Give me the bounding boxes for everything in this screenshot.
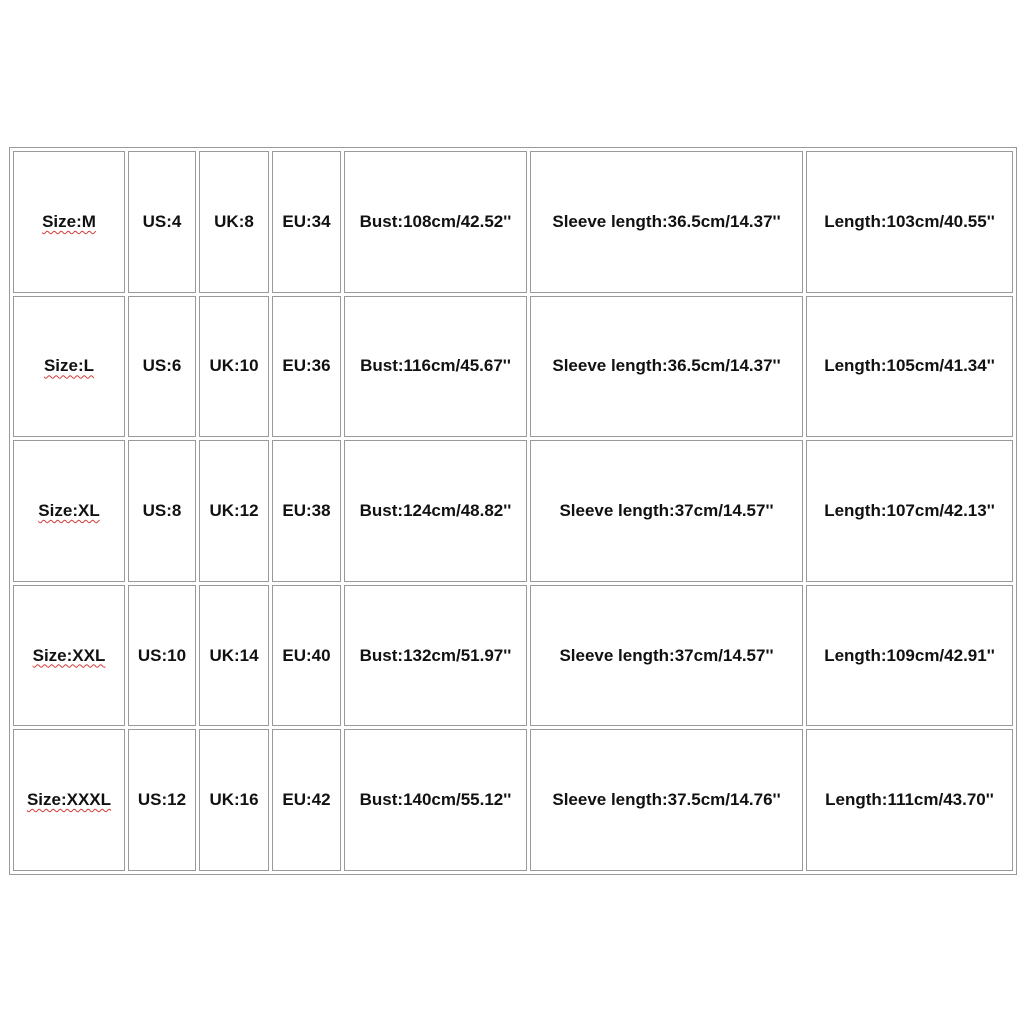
- size-label: Size:XXXL: [26, 790, 112, 810]
- bust-cell: Bust:108cm/42.52'': [344, 151, 527, 293]
- size-label: Size:M: [42, 211, 96, 231]
- sleeve-length-cell: Sleeve length:37cm/14.57'': [530, 440, 803, 582]
- size-cell: [13, 296, 125, 438]
- us-size-cell: US:6: [128, 296, 196, 438]
- size-cell: [13, 440, 125, 582]
- size-label: Size:XXL: [32, 645, 106, 665]
- us-size-cell: US:8: [128, 440, 196, 582]
- eu-size-cell: EU:38: [272, 440, 341, 582]
- size-row-xxxl: [13, 729, 1013, 871]
- bust-cell: Bust:116cm/45.67'': [344, 296, 527, 438]
- length-cell: Length:111cm/43.70'': [806, 729, 1013, 871]
- size-chart-table: [9, 147, 1017, 875]
- sleeve-length-cell: Sleeve length:36.5cm/14.37'': [530, 296, 803, 438]
- eu-size-cell: EU:40: [272, 585, 341, 727]
- size-label: Size:L: [43, 356, 95, 376]
- length-cell: Length:105cm/41.34'': [806, 296, 1013, 438]
- size-row-xl: [13, 440, 1013, 582]
- bust-cell: Bust:132cm/51.97'': [344, 585, 527, 727]
- sleeve-length-cell: Sleeve length:36.5cm/14.37'': [530, 151, 803, 293]
- uk-size-cell: UK:10: [199, 296, 269, 438]
- us-size-cell: US:4: [128, 151, 196, 293]
- size-cell: [13, 151, 125, 293]
- size-cell: [13, 729, 125, 871]
- eu-size-cell: EU:36: [272, 296, 341, 438]
- uk-size-cell: UK:16: [199, 729, 269, 871]
- size-row-xxl: [13, 585, 1013, 727]
- size-row-m: [13, 151, 1013, 293]
- uk-size-cell: UK:8: [199, 151, 269, 293]
- length-cell: Length:107cm/42.13'': [806, 440, 1013, 582]
- sleeve-length-cell: Sleeve length:37.5cm/14.76'': [530, 729, 803, 871]
- uk-size-cell: UK:12: [199, 440, 269, 582]
- us-size-cell: US:10: [128, 585, 196, 727]
- bust-cell: Bust:140cm/55.12'': [344, 729, 527, 871]
- eu-size-cell: EU:42: [272, 729, 341, 871]
- size-cell: [13, 585, 125, 727]
- length-cell: Length:103cm/40.55'': [806, 151, 1013, 293]
- length-cell: Length:109cm/42.91'': [806, 585, 1013, 727]
- bust-cell: Bust:124cm/48.82'': [344, 440, 527, 582]
- us-size-cell: US:12: [128, 729, 196, 871]
- eu-size-cell: EU:34: [272, 151, 341, 293]
- sleeve-length-cell: Sleeve length:37cm/14.57'': [530, 585, 803, 727]
- size-label: Size:XL: [38, 500, 100, 520]
- uk-size-cell: UK:14: [199, 585, 269, 727]
- size-row-l: [13, 296, 1013, 438]
